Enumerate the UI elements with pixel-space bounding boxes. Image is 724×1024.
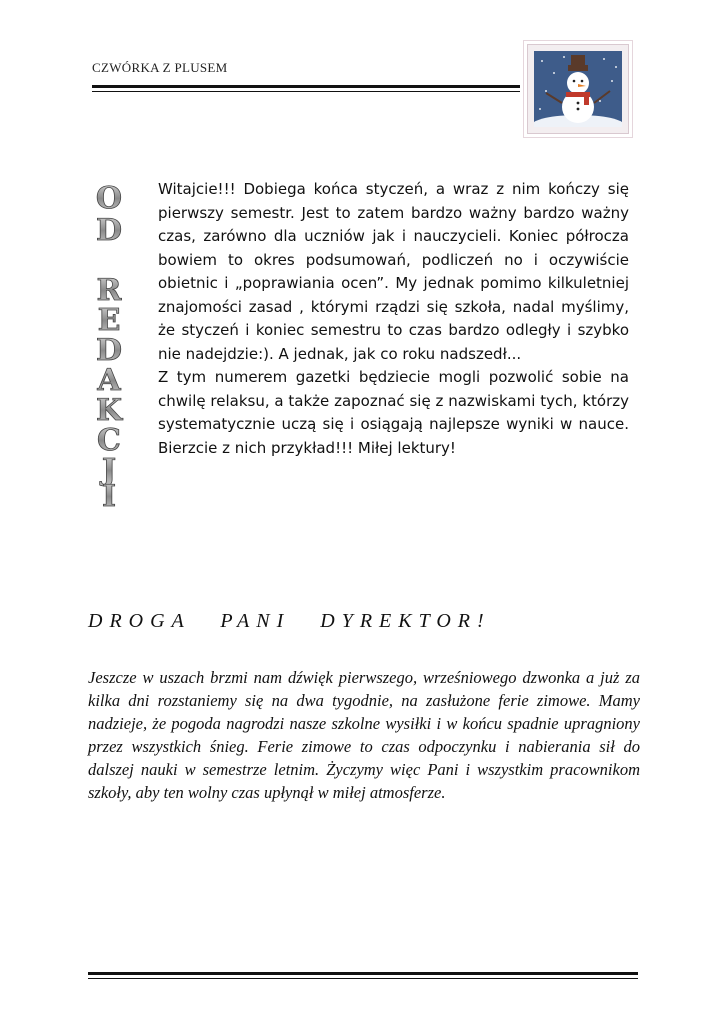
editorial-paragraph-2: Z tym numerem gazetki będziecie mogli pozwolić sobie na chwilę relaksu, a także zapoznać się z nazwiskami tych, którzy systematycznie uczą się i osiągają najlepsze wyniki w nauce. Bierzcie z nich przykład!!! Miłej lektury!: [158, 368, 629, 457]
svg-text:A: A: [97, 363, 121, 398]
svg-text:K: K: [95, 393, 123, 428]
svg-text:R: R: [96, 273, 122, 308]
svg-text:I: I: [101, 479, 117, 508]
editorial-text: [158, 178, 629, 460]
snowman-stamp-icon: [534, 51, 622, 127]
header-rule-thin: [92, 91, 520, 92]
letter-body: Jeszcze w uszach brzmi nam dźwięk pierwszego, wrześniowego dzwonka a już za kilka dni rozstaniemy się na dwa tygodnie, na zasłużone ferie zimowe. Mamy nadzieje, że pogoda nagrodzi nasze szkolne wysiłki i w końcu spadnie upragniony przez wszystkich śnieg. Ferie zimowe to czas odpoczynku i nabierania sił do dalszej nauki w semestrze letnim. Życzymy więc Pani i wszystkim pracownikom szkoły, aby ten wolny czas upłynął w miłej atmosferze.: [88, 668, 640, 802]
svg-text:E: E: [97, 303, 121, 338]
svg-text:D: D: [95, 333, 123, 368]
svg-text:C: C: [97, 423, 121, 458]
editorial-paragraph-1: Witajcie!!! Dobiega końca styczeń, a wraz z nim kończy się pierwszy semestr. Jest to zatem bardzo ważny bardzo ważny czas, zarówno dla uczniów jak i nauczycieli. Koniec półrocza bowiem to okres podsumowań, podliczeń no i oczywiście obietnic i „poprawiania ocen”. My jednak pomimo kilkuletniej znajomości zasad , którymi rządzi się szkoła, nadal myślimy, że styczeń i koniec semestru to czas bardzo odległy i szybko nie nadejdzie:). A jednak, jak co roku nadszedł...: [158, 180, 629, 363]
editorial-vertical-title: [78, 178, 140, 508]
page-header-title: CZWÓRKA Z PLUSEM: [92, 60, 228, 75]
header-rule-thick: [92, 85, 520, 88]
svg-text:O: O: [95, 181, 123, 216]
letter-heading: DROGA PANI DYREKTOR!: [88, 610, 491, 632]
svg-text:D: D: [95, 213, 123, 248]
footer-rule-thin: [88, 978, 638, 979]
footer-rule-thick: [88, 972, 638, 975]
snowman-stamp-image: [527, 44, 629, 134]
svg-text:J: J: [101, 453, 117, 488]
